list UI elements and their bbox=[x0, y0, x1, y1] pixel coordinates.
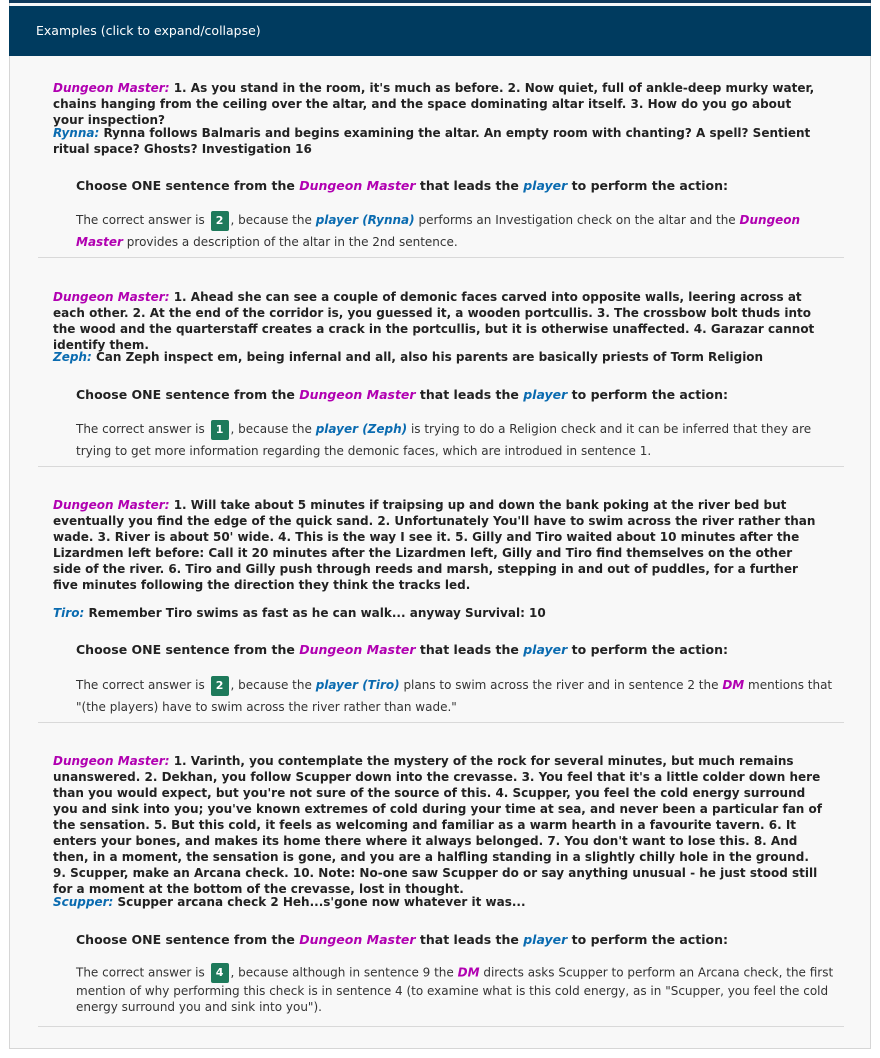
dm-paragraph: Dungeon Master: 1. Varinth, you contemplate the mystery of the rock for several minutes, but much remains unanswered. 2. Dekhan, you follow Scupper down into the crevasse. 3. You feel that it's a little colder down here than you would expect, but you're not sure of the source of this. 4. Scupper, you feel the cold energy surround you and sink into you; you've known extremes of cold during your time at sea, and never been a particular fan of the sensation. 5. But this cold, it feels as welcoming and familiar as a warm hearth in a favourite tavern. 6. It enters your bones, and makes its home there where it always belonged. 7. You don't want to lose this. 8. And then, in a moment, the sensation is gone, and you are a halfling standing in a slightly chilly hole in the ground. 9. Scupper, make an Arcana check. 10. Note: No-one saw Scupper do or say anything unusual - he just stood still for a moment at the bottom of the crevasse, lost in thought. bbox=[53, 754, 822, 896]
dm-label: Dungeon Master: bbox=[53, 290, 170, 304]
answer-explanation: The correct answer is 2 , because the player (Tiro) plans to swim across the river and in sentence 2 the DM mentions that "(the players) have to swim across the river rather than wade." bbox=[76, 674, 838, 718]
dm-paragraph: Dungeon Master: 1. Will take about 5 minutes if traipsing up and down the bank poking at the river bed but eventually you find the edge of the quick sand. 2. Unfortunately You'll have to swim across the river rather than wade. 3. River is about 50' wide. 4. This is the way I see it. 5. Gilly and Tiro waited about 10 minutes after the Lizardmen left before: Call it 20 minutes after the Lizardmen left, Gilly and Tiro find themselves on the other side of the river. 6. Tiro and Gilly push through reeds and marsh, stepping in and out of puddles, for a further five minutes following the direction they think the tracks led. bbox=[53, 498, 816, 592]
player-label: Tiro: bbox=[53, 606, 85, 620]
examples-toggle-header[interactable]: Examples (click to expand/collapse) bbox=[9, 6, 871, 56]
question-prompt: Choose ONE sentence from the Dungeon Master that leads the player to perform the action: bbox=[76, 932, 729, 947]
player-label: Rynna: bbox=[53, 126, 100, 140]
player-label: Scupper: bbox=[53, 895, 114, 909]
player-paragraph: Scupper: Scupper arcana check 2 Heh...s'gone now whatever it was... bbox=[53, 895, 526, 909]
player-paragraph: Rynna: Rynna follows Balmaris and begins examining the altar. An empty room with chanting? A spell? Sentient ritual space? Ghosts? Investigation 16 bbox=[53, 126, 811, 156]
player-paragraph: Tiro: Remember Tiro swims as fast as he can walk... anyway Survival: 10 bbox=[53, 606, 546, 620]
question-prompt: Choose ONE sentence from the Dungeon Master that leads the player to perform the action: bbox=[76, 178, 729, 193]
example-card bbox=[38, 722, 844, 1027]
question-prompt: Choose ONE sentence from the Dungeon Master that leads the player to perform the action: bbox=[76, 387, 729, 402]
example-card bbox=[38, 60, 844, 258]
answer-explanation: The correct answer is 4 , because although in sentence 9 the DM directs asks Scupper to perform an Arcana check, the first mention of why performing this check is in sentence 4 (to examine what is this cold energy, as in "Scupper, you feel the cold energy surround you and sink into you"). bbox=[76, 963, 838, 1015]
question-prompt: Choose ONE sentence from the Dungeon Master that leads the player to perform the action: bbox=[76, 642, 729, 657]
answer-explanation: The correct answer is 2 , because the player (Rynna) performs an Investigation check on the altar and the Dungeon Master provides a description of the altar in the 2nd sentence. bbox=[76, 209, 838, 253]
dm-label: Dungeon Master: bbox=[53, 754, 170, 768]
answer-badge: 1 bbox=[211, 420, 229, 440]
answer-badge: 2 bbox=[211, 211, 229, 231]
dm-label: Dungeon Master: bbox=[53, 498, 170, 512]
dm-paragraph: Dungeon Master: 1. Ahead she can see a couple of demonic faces carved into opposite walls, leering across at each other. 2. At the end of the corridor is, you guessed it, a wooden portcullis. 3. The crossbow bolt thuds into the wood and the quarterstaff creates a crack in the portcullis, but it is otherwise unaffected. 4. Garazar cannot identify them. bbox=[53, 290, 815, 352]
dm-label: Dungeon Master: bbox=[53, 81, 170, 95]
dm-paragraph: Dungeon Master: 1. As you stand in the room, it's much as before. 2. Now quiet, full of ankle-deep murky water, chains hanging from the ceiling over the altar, and the space dominating altar itself. 3. How do you go about your inspection? bbox=[53, 81, 815, 127]
player-label: Zeph: bbox=[53, 350, 92, 364]
example-card bbox=[38, 257, 844, 467]
example-card bbox=[38, 466, 844, 723]
player-paragraph: Zeph: Can Zeph inspect em, being infernal and all, also his parents are basically priests of Torm Religion bbox=[53, 350, 764, 364]
answer-badge: 2 bbox=[211, 676, 229, 696]
answer-badge: 4 bbox=[211, 963, 229, 983]
answer-explanation: The correct answer is 1 , because the player (Zeph) is trying to do a Religion check and it can be inferred that they are trying to get more information regarding the demonic faces, which are introdued in sentence 1. bbox=[76, 418, 838, 462]
